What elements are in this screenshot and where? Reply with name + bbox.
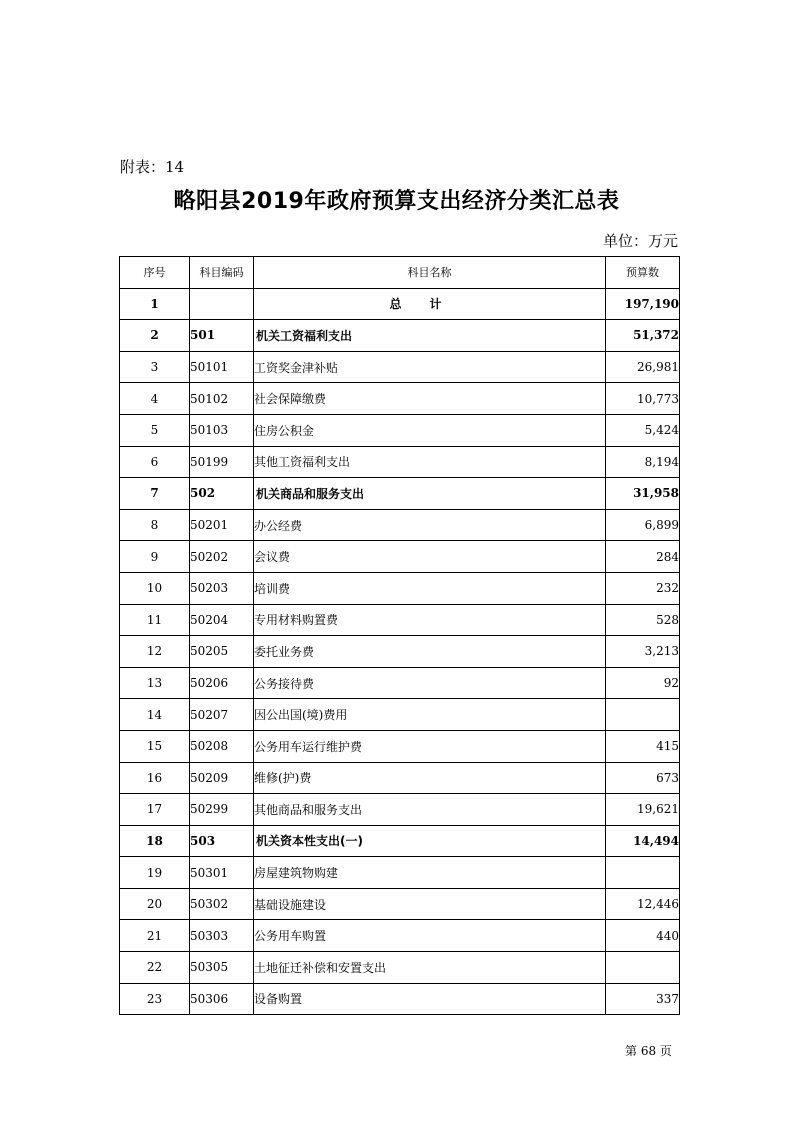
code-cell: 50207 bbox=[190, 699, 254, 731]
seq-cell: 3 bbox=[120, 351, 190, 383]
name-cell: 房屋建筑物购建 bbox=[254, 857, 606, 889]
seq-cell: 12 bbox=[120, 636, 190, 668]
name-cell: 机关资本性支出(一) bbox=[254, 825, 606, 857]
table-row bbox=[120, 952, 680, 984]
name-cell: 办公经费 bbox=[254, 509, 606, 541]
amount-cell: 3,213 bbox=[606, 636, 680, 668]
col-header-amount: 预算数 bbox=[606, 257, 680, 289]
code-cell: 50306 bbox=[190, 983, 254, 1015]
code-cell: 50103 bbox=[190, 414, 254, 446]
name-cell: 住房公积金 bbox=[254, 414, 606, 446]
name-cell: 设备购置 bbox=[254, 983, 606, 1015]
page-title: 略阳县2019年政府预算支出经济分类汇总表 bbox=[173, 189, 620, 214]
code-cell: 50205 bbox=[190, 636, 254, 668]
code-cell: 50305 bbox=[190, 952, 254, 984]
code-cell: 50206 bbox=[190, 667, 254, 699]
seq-cell: 20 bbox=[120, 888, 190, 920]
amount-cell: 10,773 bbox=[606, 383, 680, 415]
table-row bbox=[120, 383, 680, 415]
code-cell: 50301 bbox=[190, 857, 254, 889]
name-cell: 社会保障缴费 bbox=[254, 383, 606, 415]
seq-cell: 13 bbox=[120, 667, 190, 699]
name-cell: 其他商品和服务支出 bbox=[254, 794, 606, 826]
name-cell: 其他工资福利支出 bbox=[254, 446, 606, 478]
attachment-label: 附表：14 bbox=[120, 158, 185, 176]
name-cell: 机关商品和服务支出 bbox=[254, 478, 606, 510]
code-cell: 502 bbox=[190, 478, 254, 510]
amount-cell bbox=[606, 952, 680, 984]
table-row bbox=[120, 920, 680, 952]
table-row bbox=[120, 478, 680, 510]
amount-cell: 415 bbox=[606, 730, 680, 762]
unit-label: 单位：万元 bbox=[602, 232, 678, 250]
code-cell: 50302 bbox=[190, 888, 254, 920]
amount-cell: 337 bbox=[606, 983, 680, 1015]
seq-cell: 7 bbox=[120, 478, 190, 510]
table-row bbox=[120, 572, 680, 604]
code-cell: 50208 bbox=[190, 730, 254, 762]
seq-cell: 10 bbox=[120, 572, 190, 604]
seq-cell: 18 bbox=[120, 825, 190, 857]
name-cell: 机关工资福利支出 bbox=[254, 320, 606, 352]
table-row bbox=[120, 414, 680, 446]
seq-cell: 9 bbox=[120, 541, 190, 573]
table-row bbox=[120, 857, 680, 889]
table-row bbox=[120, 794, 680, 826]
col-header-name: 科目名称 bbox=[254, 257, 606, 289]
amount-cell bbox=[606, 857, 680, 889]
seq-cell: 5 bbox=[120, 414, 190, 446]
amount-cell: 14,494 bbox=[606, 825, 680, 857]
code-cell: 50201 bbox=[190, 509, 254, 541]
seq-cell: 15 bbox=[120, 730, 190, 762]
seq-cell: 11 bbox=[120, 604, 190, 636]
table-header-row bbox=[120, 257, 680, 289]
code-cell: 50101 bbox=[190, 351, 254, 383]
amount-cell: 51,372 bbox=[606, 320, 680, 352]
budget-table bbox=[119, 256, 680, 1015]
name-cell: 工资奖金津补贴 bbox=[254, 351, 606, 383]
col-header-seq: 序号 bbox=[120, 257, 190, 289]
amount-cell: 31,958 bbox=[606, 478, 680, 510]
table-row bbox=[120, 825, 680, 857]
code-cell: 50203 bbox=[190, 572, 254, 604]
table-row bbox=[120, 667, 680, 699]
name-cell: 土地征迁补偿和安置支出 bbox=[254, 952, 606, 984]
name-cell: 公务接待费 bbox=[254, 667, 606, 699]
amount-cell: 284 bbox=[606, 541, 680, 573]
seq-cell: 8 bbox=[120, 509, 190, 541]
code-cell: 50199 bbox=[190, 446, 254, 478]
code-cell: 503 bbox=[190, 825, 254, 857]
name-cell: 会议费 bbox=[254, 541, 606, 573]
table-row bbox=[120, 320, 680, 352]
seq-cell: 16 bbox=[120, 762, 190, 794]
amount-cell: 92 bbox=[606, 667, 680, 699]
amount-cell: 8,194 bbox=[606, 446, 680, 478]
code-cell: 50209 bbox=[190, 762, 254, 794]
table-row bbox=[120, 762, 680, 794]
seq-cell: 1 bbox=[120, 288, 190, 320]
seq-cell: 17 bbox=[120, 794, 190, 826]
amount-cell: 673 bbox=[606, 762, 680, 794]
name-cell: 委托业务费 bbox=[254, 636, 606, 668]
name-cell: 总计 bbox=[254, 288, 606, 320]
amount-cell: 5,424 bbox=[606, 414, 680, 446]
code-cell: 50102 bbox=[190, 383, 254, 415]
code-cell: 501 bbox=[190, 320, 254, 352]
amount-cell: 528 bbox=[606, 604, 680, 636]
seq-cell: 6 bbox=[120, 446, 190, 478]
table-body bbox=[120, 288, 680, 1015]
name-cell: 公务用车运行维护费 bbox=[254, 730, 606, 762]
amount-cell: 12,446 bbox=[606, 888, 680, 920]
table-row bbox=[120, 699, 680, 731]
seq-cell: 14 bbox=[120, 699, 190, 731]
table-row bbox=[120, 888, 680, 920]
code-cell: 50202 bbox=[190, 541, 254, 573]
col-header-code: 科目编码 bbox=[190, 257, 254, 289]
name-cell: 培训费 bbox=[254, 572, 606, 604]
code-cell: 50303 bbox=[190, 920, 254, 952]
name-cell: 基础设施建设 bbox=[254, 888, 606, 920]
table-row bbox=[120, 636, 680, 668]
table-row bbox=[120, 604, 680, 636]
name-cell: 公务用车购置 bbox=[254, 920, 606, 952]
table-row bbox=[120, 446, 680, 478]
table-row bbox=[120, 541, 680, 573]
seq-cell: 19 bbox=[120, 857, 190, 889]
table-row bbox=[120, 509, 680, 541]
table-row bbox=[120, 351, 680, 383]
seq-cell: 22 bbox=[120, 952, 190, 984]
amount-cell bbox=[606, 699, 680, 731]
code-cell: 50204 bbox=[190, 604, 254, 636]
seq-cell: 4 bbox=[120, 383, 190, 415]
code-cell: 50299 bbox=[190, 794, 254, 826]
amount-cell: 26,981 bbox=[606, 351, 680, 383]
table-row bbox=[120, 288, 680, 320]
amount-cell: 19,621 bbox=[606, 794, 680, 826]
seq-cell: 21 bbox=[120, 920, 190, 952]
code-cell bbox=[190, 288, 254, 320]
amount-cell: 6,899 bbox=[606, 509, 680, 541]
seq-cell: 23 bbox=[120, 983, 190, 1015]
name-cell: 专用材料购置费 bbox=[254, 604, 606, 636]
table-row bbox=[120, 730, 680, 762]
amount-cell: 197,190 bbox=[606, 288, 680, 320]
name-cell: 因公出国(境)费用 bbox=[254, 699, 606, 731]
table-row bbox=[120, 983, 680, 1015]
page-number: 第 68 页 bbox=[625, 1044, 672, 1058]
amount-cell: 232 bbox=[606, 572, 680, 604]
name-cell: 维修(护)费 bbox=[254, 762, 606, 794]
seq-cell: 2 bbox=[120, 320, 190, 352]
amount-cell: 440 bbox=[606, 920, 680, 952]
